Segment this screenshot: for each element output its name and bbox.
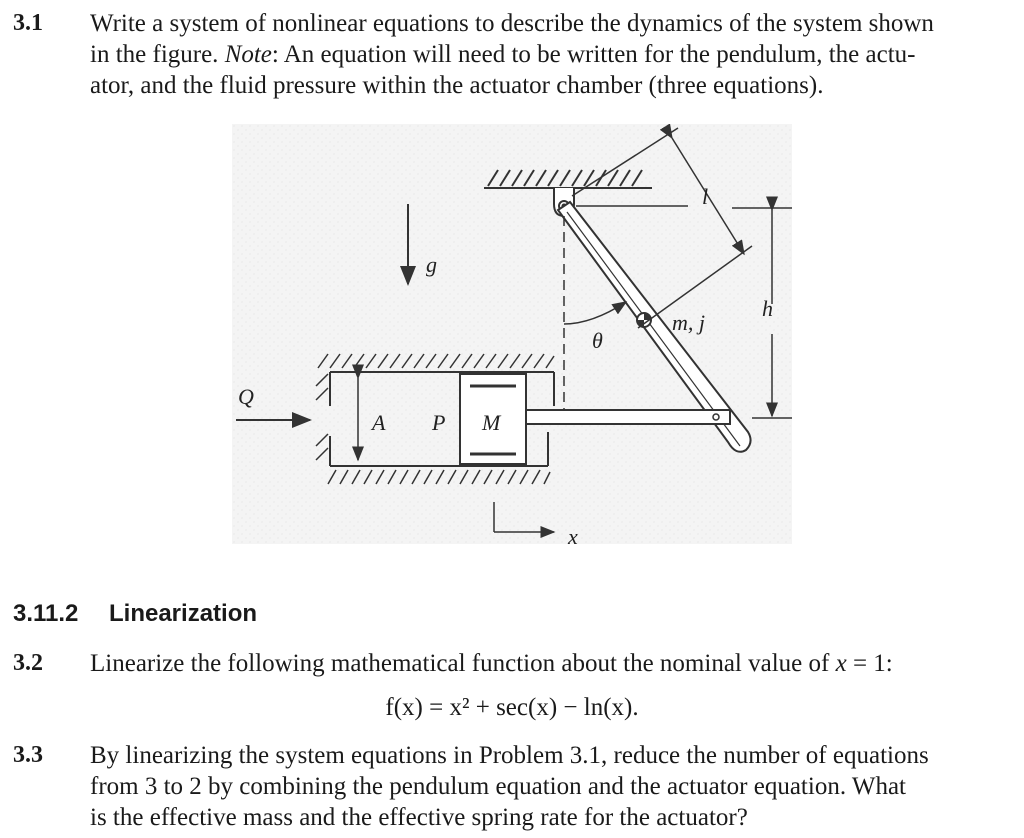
pendulum-actuator-figure xyxy=(232,124,792,544)
mass-inertia-label: m, j xyxy=(672,310,705,335)
variable: x xyxy=(835,650,847,677)
piston-mass-label: M xyxy=(482,410,501,435)
problem-number: 3.2 xyxy=(13,650,43,676)
problem-line: from 3 to 2 by combining the pendulum equation and the actuator equation. What xyxy=(90,773,907,800)
rod-pin xyxy=(713,414,719,420)
pressure-label: P xyxy=(432,410,446,435)
problem-line: ator, and the fluid pressure within the actuator chamber (three equations). xyxy=(90,72,824,99)
piston-rod xyxy=(526,410,730,424)
problem-number: 3.3 xyxy=(13,742,43,768)
section-title: Linearization xyxy=(109,600,258,627)
flow-label: Q xyxy=(238,384,254,409)
height-label: h xyxy=(762,296,773,321)
text-fragment: : An equation will need to be written for the pendulum, the actu- xyxy=(271,41,916,68)
area-label: A xyxy=(372,410,386,435)
length-label: l xyxy=(702,184,709,209)
note-emphasis: Note xyxy=(224,41,272,68)
text-fragment: Linearize the following mathematical function about the nominal value of xyxy=(90,650,836,677)
problem-text xyxy=(90,8,1016,101)
problem-number: 3.1 xyxy=(13,10,43,36)
displacement-label: x xyxy=(568,524,578,544)
section-heading xyxy=(13,600,257,628)
text-fragment: = 1: xyxy=(846,650,893,677)
angle-label: θ xyxy=(592,328,603,353)
problem-text xyxy=(90,740,1016,833)
problem-line: Write a system of nonlinear equations to describe the dynamics of the system shown xyxy=(90,10,934,37)
problem-line: is the effective mass and the effective spring rate for the actuator? xyxy=(90,804,748,831)
problem-line: By linearizing the system equations in Problem 3.1, reduce the number of equations xyxy=(90,742,929,769)
text-fragment: in the figure. xyxy=(90,41,225,68)
gravity-label: g xyxy=(426,252,437,277)
problem-line xyxy=(90,39,1016,70)
problem-text xyxy=(90,648,1016,679)
linearization-equation: f(x) = x² + sec(x) − ln(x). xyxy=(385,694,639,721)
problem-line xyxy=(90,648,1016,679)
section-number: 3.11.2 xyxy=(13,600,79,627)
